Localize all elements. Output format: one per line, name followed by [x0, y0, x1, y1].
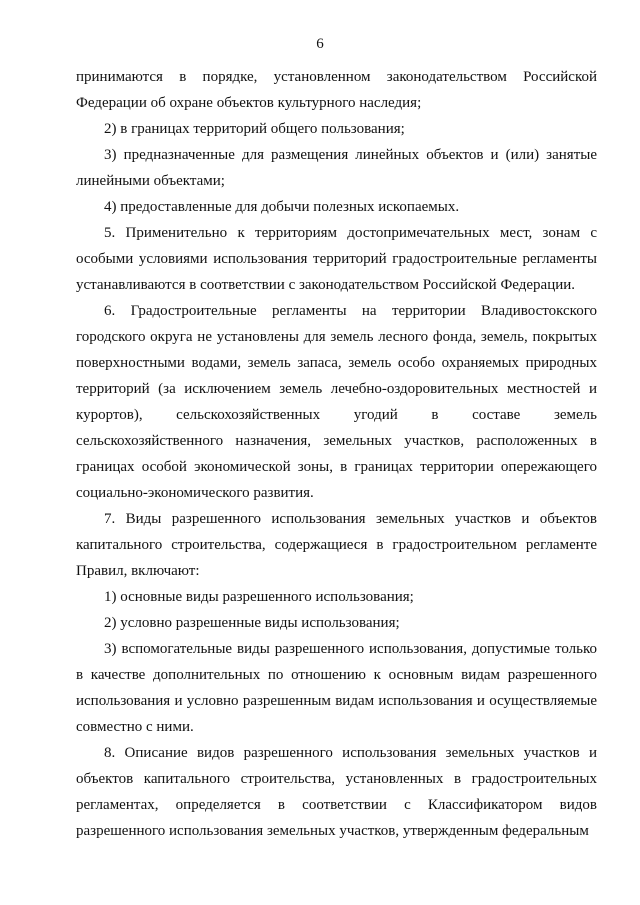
document-body	[76, 64, 597, 844]
paragraph: принимаются в порядке, установленном законодательством Российской Федерации об охране объектов культурного наследия;	[76, 69, 597, 111]
page-number: 6	[316, 36, 324, 52]
paragraph: 5. Применительно к территориям достопримечательных мест, зонам с особыми условиями использования территорий градостроительные регламенты устанавливаются в соответствии с законодательством Российской Федерации.	[76, 225, 597, 293]
paragraph: 2) условно разрешенные виды использования;	[104, 615, 400, 631]
paragraph: 3) предназначенные для размещения линейных объектов и (или) занятые линейными объектами;	[76, 147, 597, 189]
paragraph: 6. Градостроительные регламенты на территории Владивостокского городского округа не установлены для земель лесного фонда, земель, покрытых поверхностными водами, земель запаса, земель особо охраняемых природных территорий (за исключением земель лечебно-оздоровительных местностей и курортов), сельскохозяйственных угодий в составе земель сельскохозяйственного назначения, земельных участков, расположенных в границах особой экономической зоны, в границах территории опережающего социально-экономического развития.	[76, 303, 597, 501]
paragraph: 8. Описание видов разрешенного использования земельных участков и объектов капитального строительства, установленных в градостроительных регламентах, определяется в соответствии с Классификатором видов разрешенного использования земельных участков, утвержденным федеральным	[76, 745, 597, 839]
paragraph: 4) предоставленные для добычи полезных ископаемых.	[104, 199, 460, 215]
paragraph: 3) вспомогательные виды разрешенного использования, допустимые только в качестве дополнительных по отношению к основным видам разрешенного использования и условно разрешенным видам использования и осуществляемые совместно с ними.	[76, 641, 597, 735]
paragraph: 7. Виды разрешенного использования земельных участков и объектов капитального строительства, содержащиеся в градостроительном регламенте Правил, включают:	[76, 511, 597, 579]
paragraph: 1) основные виды разрешенного использования;	[104, 589, 414, 605]
paragraph: 2) в границах территорий общего пользования;	[104, 121, 405, 137]
